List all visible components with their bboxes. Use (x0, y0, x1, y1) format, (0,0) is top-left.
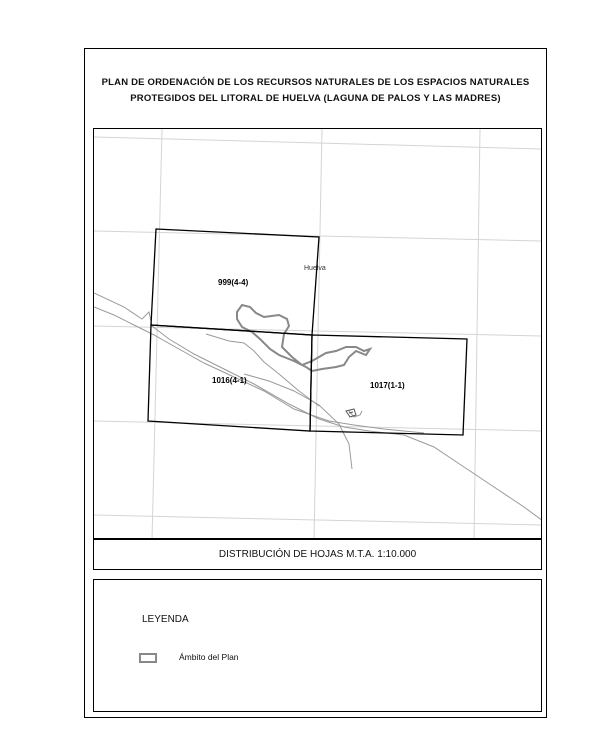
map-title-line-2: PROTEGIDOS DEL LITORAL DE HUELVA (LAGUNA DE PALOS Y LAS MADRES) (130, 93, 501, 104)
map-canvas (94, 129, 542, 539)
legend-label-plan-boundary: Ámbito del Plan (179, 652, 239, 662)
sheet-rectangles (148, 229, 467, 435)
map-caption: DISTRIBUCIÓN DE HOJAS M.T.A. 1:10.000 (93, 539, 542, 570)
place-label-huelva: Huelva (304, 265, 326, 272)
harbour-feature (346, 409, 356, 417)
sheet-label-1017: 1017(1-1) (370, 381, 405, 390)
sheet-label-999: 999(4-4) (218, 278, 249, 287)
legend-title: LEYENDA (142, 614, 189, 625)
legend (93, 579, 542, 712)
legend-swatch-plan-boundary (139, 653, 157, 663)
map-frame (93, 128, 542, 539)
map-title (85, 75, 546, 107)
map-title-line-1: PLAN DE ORDENACIÓN DE LOS RECURSOS NATURALES DE LOS ESPACIOS NATURALES (101, 77, 530, 88)
sheet-label-1016: 1016(4-1) (212, 376, 247, 385)
plan-boundary (237, 305, 370, 371)
map-sheet (84, 48, 547, 718)
utm-grid (94, 129, 542, 539)
